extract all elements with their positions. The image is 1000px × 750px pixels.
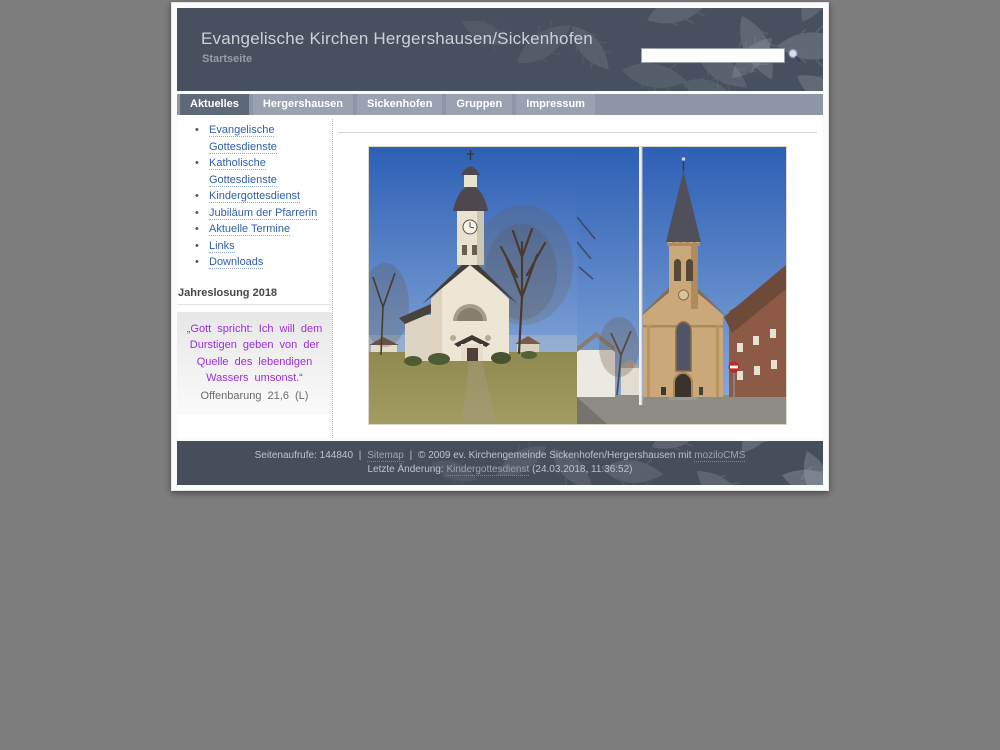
last-change-timestamp: (24.03.2018, 11:36:52): [532, 464, 633, 475]
page-views-count: Seitenaufrufe: 144840: [254, 450, 354, 461]
sidebar-item-jubilaeum-der-pfarrerin[interactable]: Jubiläum der Pfarrerin: [209, 206, 318, 219]
nav-item-impressum[interactable]: Impressum: [516, 94, 595, 115]
list-item: [209, 254, 332, 271]
nav-item-sickenhofen[interactable]: Sickenhofen: [357, 94, 442, 115]
list-item: [209, 238, 332, 255]
sitemap-link[interactable]: Sitemap: [367, 450, 404, 461]
nav-item-aktuelles[interactable]: Aktuelles: [180, 94, 249, 115]
sidebar-item-aktuelle-termine[interactable]: Aktuelle Termine: [209, 223, 291, 235]
search-button[interactable]: [787, 48, 801, 63]
sidebar-item-downloads[interactable]: Downloads: [209, 256, 264, 268]
list-item: [209, 155, 332, 188]
sidebar-item-katholische-gottesdienste[interactable]: Katholische Gottesdienste: [209, 157, 277, 186]
list-item: [209, 221, 332, 238]
footer-separator: |: [358, 450, 362, 461]
footer-line-2: [177, 463, 823, 477]
sidebar: [177, 115, 332, 438]
sidebar-item-links[interactable]: Links: [209, 239, 235, 252]
search-icon: [787, 48, 801, 63]
list-item: [209, 122, 332, 155]
copyright-text: © 2009 ev. Kirchengemeinde Sickenhofen/Hergershausen mit: [418, 450, 692, 461]
page-title: Evangelische Kirchen Hergershausen/Sickenhofen: [201, 29, 593, 48]
nav-item-gruppen[interactable]: Gruppen: [446, 94, 512, 115]
page-subtitle: Startseite: [202, 53, 253, 65]
footer-separator: |: [409, 450, 413, 461]
last-change-link[interactable]: Kindergottesdienst: [446, 464, 530, 475]
search-input[interactable]: [641, 48, 785, 63]
jahreslosung-reference: Offenbarung 21,6 (L): [200, 389, 309, 402]
main-content: [333, 115, 823, 438]
search-area: [641, 48, 801, 63]
nav-item-hergershausen[interactable]: Hergershausen: [253, 94, 353, 115]
sidebar-link-list: [177, 122, 332, 271]
sidebar-item-evangelische-gottesdienste[interactable]: Evangelische Gottesdienste: [209, 124, 277, 153]
katholische-kirche-sickenhofen-photo: [577, 147, 786, 424]
jahreslosung-heading: Jahreslosung 2018: [177, 287, 332, 305]
list-item: [209, 188, 332, 205]
jahreslosung-quote: „Gott spricht: Ich will dem Durstigen geben von der Quelle des lebendigen Wassers umsonst.“: [186, 322, 323, 384]
list-item: [209, 205, 332, 222]
evangelische-kirche-hergershausen-photo: [369, 147, 577, 424]
cms-link[interactable]: moziloCMS: [694, 450, 746, 461]
churches-photo: [368, 146, 787, 425]
jahreslosung-quote-box: [177, 312, 332, 415]
page-wrapper: [171, 2, 829, 491]
sidebar-item-kindergottesdienst[interactable]: Kindergottesdienst: [209, 190, 301, 202]
site-footer: [177, 441, 823, 485]
content-area: [177, 115, 823, 438]
content-top-rule: [338, 132, 817, 133]
site-header: [177, 8, 823, 91]
footer-line-1: [177, 449, 823, 463]
last-change-label: Letzte Änderung:: [367, 464, 444, 475]
main-navigation: [177, 94, 823, 115]
